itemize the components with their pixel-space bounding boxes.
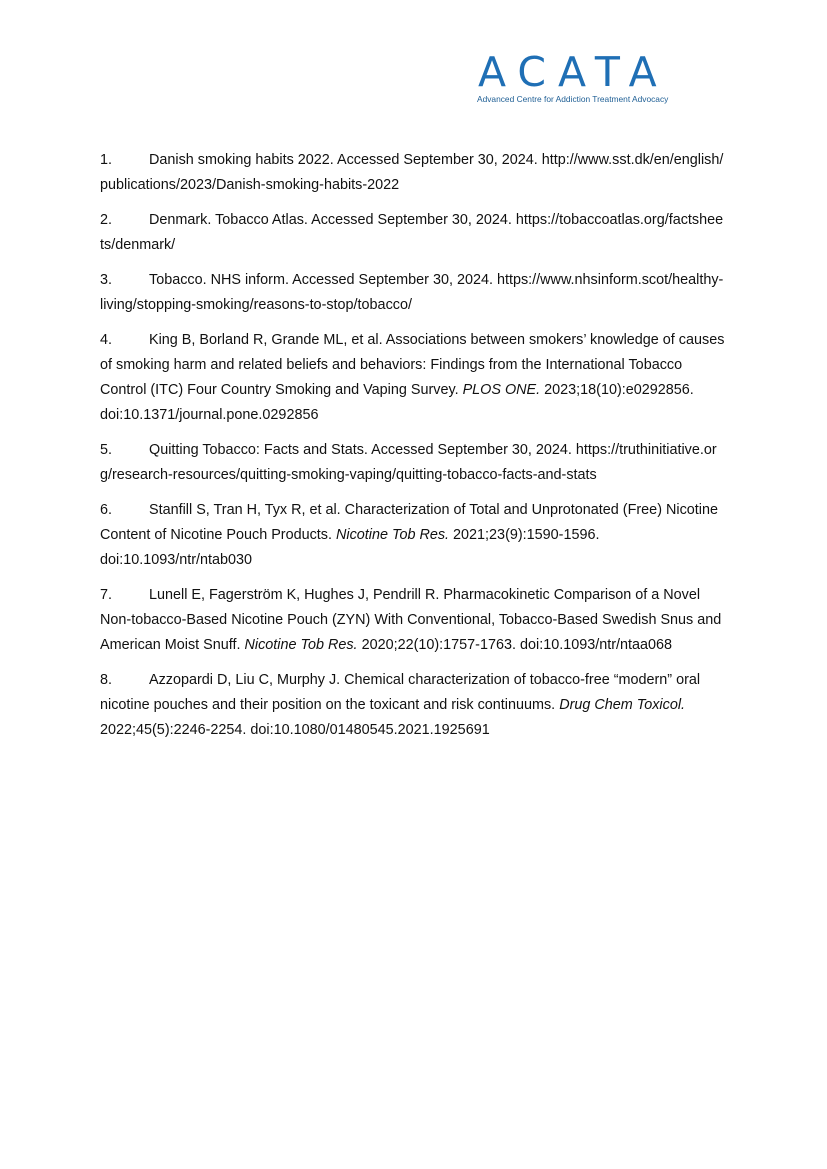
- reference-details: 2020;22(10):1757-1763. doi:10.1093/ntr/ntaa068: [361, 637, 673, 653]
- reference-number: 6.: [100, 502, 113, 518]
- reference-item: [100, 668, 725, 743]
- acata-logo: [476, 48, 691, 104]
- reference-text: Danish smoking habits 2022. Accessed September 30, 2024.: [149, 152, 538, 168]
- reference-url[interactable]: https://truthinitiative.org/research-resources/quitting-smoking-vaping/quitting-tobacco-facts-and-stats: [100, 442, 717, 483]
- reference-url[interactable]: https://www.nhsinform.scot/healthy-living/stopping-smoking/reasons-to-stop/tobacco/: [100, 272, 724, 313]
- reference-details: 2022;45(5):2246-2254. doi:10.1080/01480545.2021.1925691: [100, 722, 490, 738]
- reference-text: Stanfill S, Tran H, Tyx R, et al. Characterization of Total and Unprotonated (Free) Nicotine Content of Nicotine Pouch Products.: [100, 502, 718, 543]
- reference-url[interactable]: https://tobaccoatlas.org/factsheets/denmark/: [100, 212, 724, 253]
- reference-item: [100, 583, 725, 658]
- reference-journal: Nicotine Tob Res.: [244, 637, 358, 653]
- reference-journal: Nicotine Tob Res.: [335, 527, 450, 543]
- reference-item: [100, 438, 725, 488]
- reference-item: [100, 208, 725, 258]
- reference-details: 2021;23(9):1590-1596. doi:10.1093/ntr/ntab030: [100, 527, 600, 568]
- reference-url[interactable]: http://www.sst.dk/en/english/publications/2023/Danish-smoking-habits-2022: [100, 152, 724, 193]
- reference-item: [100, 148, 725, 198]
- reference-journal: PLOS ONE.: [462, 382, 541, 398]
- reference-text: Quitting Tobacco: Facts and Stats. Accessed September 30, 2024.: [149, 442, 572, 458]
- reference-item: [100, 268, 725, 318]
- logo-tagline: Advanced Centre for Addiction Treatment Advocacy: [477, 94, 669, 104]
- reference-list: [100, 148, 725, 753]
- reference-number: 4.: [100, 332, 113, 348]
- reference-details: 2023;18(10):e0292856. doi:10.1371/journal.pone.0292856: [100, 382, 694, 423]
- reference-number: 3.: [100, 272, 113, 288]
- reference-number: 5.: [100, 442, 113, 458]
- reference-text: Tobacco. NHS inform. Accessed September 30, 2024.: [149, 272, 493, 288]
- reference-item: [100, 328, 725, 428]
- reference-item: [100, 498, 725, 573]
- reference-number: 8.: [100, 672, 113, 688]
- reference-text: Lunell E, Fagerström K, Hughes J, Pendrill R. Pharmacokinetic Comparison of a Novel Non-tobacco-Based Nicotine Pouch (ZYN) With Conventional, Tobacco-Based Swedish Snus and American Moist Snuff.: [100, 587, 722, 653]
- reference-number: 1.: [100, 152, 113, 168]
- reference-text: King B, Borland R, Grande ML, et al. Associations between smokers’ knowledge of causes of smoking harm and related beliefs and behaviors: Findings from the International Tobacco Control (ITC) Four Country Smoking and Vaping Survey.: [100, 332, 725, 398]
- reference-text: Denmark. Tobacco Atlas. Accessed September 30, 2024.: [149, 212, 512, 228]
- logo-mark: ACATA: [478, 48, 669, 96]
- reference-journal: Drug Chem Toxicol.: [559, 697, 686, 713]
- reference-number: 7.: [100, 587, 113, 603]
- reference-number: 2.: [100, 212, 113, 228]
- reference-text: Azzopardi D, Liu C, Murphy J. Chemical characterization of tobacco-free “modern” oral nicotine pouches and their position on the toxicant and risk continuums.: [100, 672, 701, 713]
